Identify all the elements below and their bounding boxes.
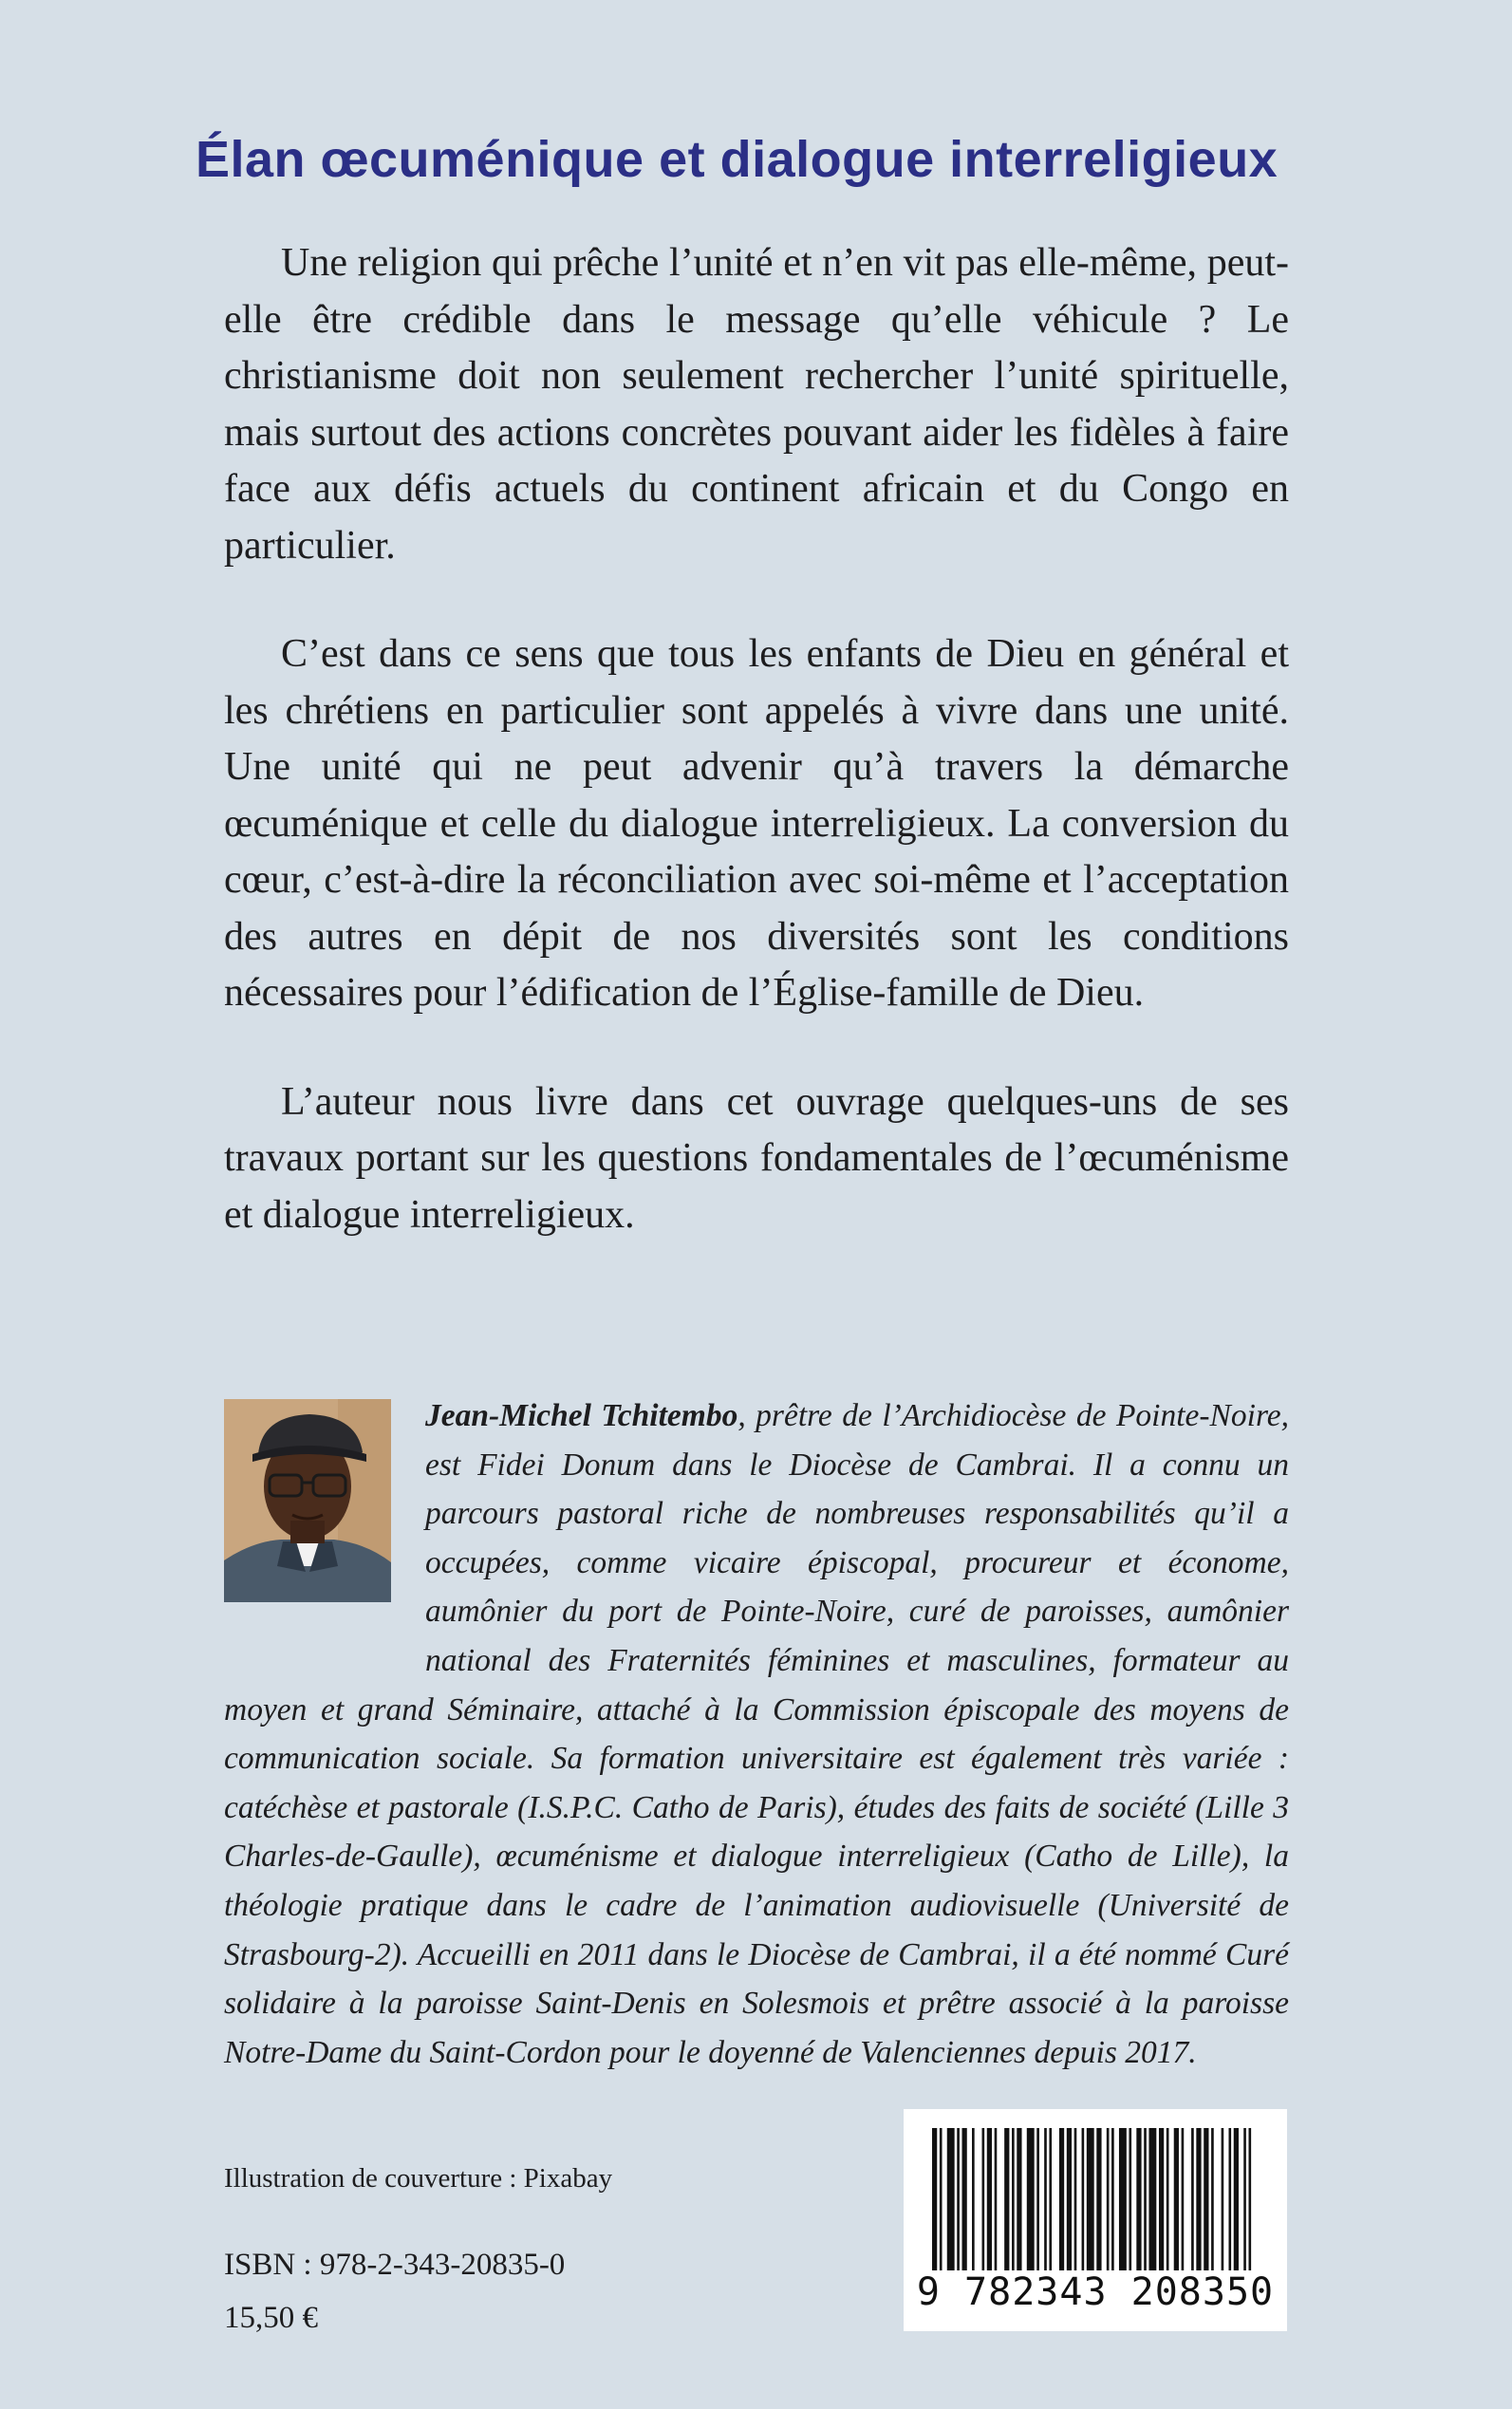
barcode-bar [1243, 2128, 1246, 2270]
summary-paragraph-1: Une religion qui prêche l’unité et n’en vit pas elle-même, peut-elle être crédible dans le message qu’elle véhicule ? Le christianisme doit non seulement rechercher l’unité spirituelle, mais surtout des actions concrètes pouvant aider les fidèles à faire face aux défis actuels du continent africain et du Congo en particulier. [224, 241, 1289, 568]
barcode-bar [1004, 2128, 1009, 2270]
barcode-bar [1111, 2128, 1114, 2270]
summary-paragraph-3: L’auteur nous livre dans cet ouvrage quelques-uns de ses travaux portant sur les questions fondamentales de l’œcuménisme et dialogue interreligieux. [224, 1079, 1289, 1237]
barcode-bar [1044, 2128, 1047, 2270]
barcode-bar [1144, 2128, 1147, 2270]
barcode-bar [987, 2128, 992, 2270]
barcode-bar [1191, 2128, 1194, 2270]
barcode-bar [982, 2128, 985, 2270]
barcode-bar [1204, 2128, 1208, 2270]
barcode-bar [940, 2128, 943, 2270]
barcode-bar [1249, 2128, 1252, 2270]
barcode-bar [1129, 2128, 1131, 2270]
book-title: Élan œcuménique et dialogue interreligieux [196, 131, 1279, 188]
barcode-bar [1148, 2128, 1156, 2270]
barcode-bar [1067, 2128, 1072, 2270]
barcode-bar [1074, 2128, 1077, 2270]
barcode-bar [1096, 2128, 1101, 2270]
barcode-bar [1136, 2128, 1141, 2270]
photo-spacer [224, 1391, 425, 1636]
barcode-bar [1182, 2128, 1185, 2270]
barcode-bar [1234, 2128, 1239, 2270]
barcode-bar [1196, 2128, 1201, 2270]
barcode-bars [932, 2128, 1259, 2270]
barcode-bar [1059, 2128, 1064, 2270]
barcode-bar [972, 2128, 975, 2270]
barcode-digits: 9 782343 208350 [916, 2270, 1275, 2314]
barcode-bar [962, 2128, 967, 2270]
barcode-bar [1167, 2128, 1169, 2270]
author-name: Jean-Michel Tchitembo [425, 1398, 738, 1433]
back-cover-summary [224, 235, 1289, 1296]
price: 15,50 € [224, 2301, 318, 2335]
barcode [904, 2109, 1287, 2331]
barcode-bar [995, 2128, 998, 2270]
isbn: ISBN : 978-2-343-20835-0 [224, 2248, 566, 2282]
barcode-bar [1017, 2128, 1021, 2270]
barcode-bar [1012, 2128, 1015, 2270]
barcode-bar [1228, 2128, 1231, 2270]
barcode-bar [1087, 2128, 1094, 2270]
barcode-bar [1049, 2128, 1052, 2270]
barcode-bar [947, 2128, 955, 2270]
author-bio [224, 1391, 1289, 2077]
barcode-bar [1082, 2128, 1085, 2270]
barcode-bar [957, 2128, 960, 2270]
author-bio-text: , prêtre de l’Archidiocèse de Pointe-Noire, est Fidei Donum dans le Diocèse de Cambrai. Il a connu un parcours pastoral riche de nombreuses responsabilités qu’il a occupées, comme vicaire épiscopal, procureur et économe, aumônier du port de Pointe-Noire, curé de paroisses, aumônier national des Fraternités féminines et masculines, formateur au moyen et grand Séminaire, attaché à la Commission épiscopale des moyens de communication sociale. Sa formation universitaire est également très variée : catéchèse et pastorale (I.S.P.C. Catho de Paris), études des faits de société (Lille 3 Charles-de-Gaulle), œcuménisme et dialogue interreligieux (Catho de Lille), la théologie pratique dans le cadre de l’animation audiovisuelle (Université de Strasbourg-2). Accueilli en 2011 dans le Diocèse de Cambrai, il a été nommé Curé solidaire à la paroisse Saint-Denis en Solesmois et prêtre associé à la paroisse Notre-Dame du Saint-Cordon pour le doyenné de Valenciennes depuis 2017. [224, 1398, 1289, 2070]
barcode-bar [1211, 2128, 1214, 2270]
barcode-bar [1222, 2128, 1224, 2270]
barcode-bar [1159, 2128, 1164, 2270]
barcode-bar [932, 2128, 937, 2270]
cover-illustration-credit: Illustration de couverture : Pixabay [224, 2163, 613, 2194]
barcode-bar [1107, 2128, 1110, 2270]
barcode-bar [1036, 2128, 1039, 2270]
barcode-bar [1119, 2128, 1127, 2270]
barcode-bar [1174, 2128, 1179, 2270]
barcode-bar [1027, 2128, 1035, 2270]
summary-paragraph-2: C’est dans ce sens que tous les enfants de Dieu en général et les chrétiens en particulier sont appelés à vivre dans une unité. Une unité qui ne peut advenir qu’à travers la démarche œcuménique et celle du dialogue interreligieux. La conversion du cœur, c’est-à-dire la réconciliation avec soi-même et l’acceptation des autres en dépit de nos diversités sont les conditions nécessaires pour l’édification de l’Église-famille de Dieu. [224, 632, 1289, 1015]
